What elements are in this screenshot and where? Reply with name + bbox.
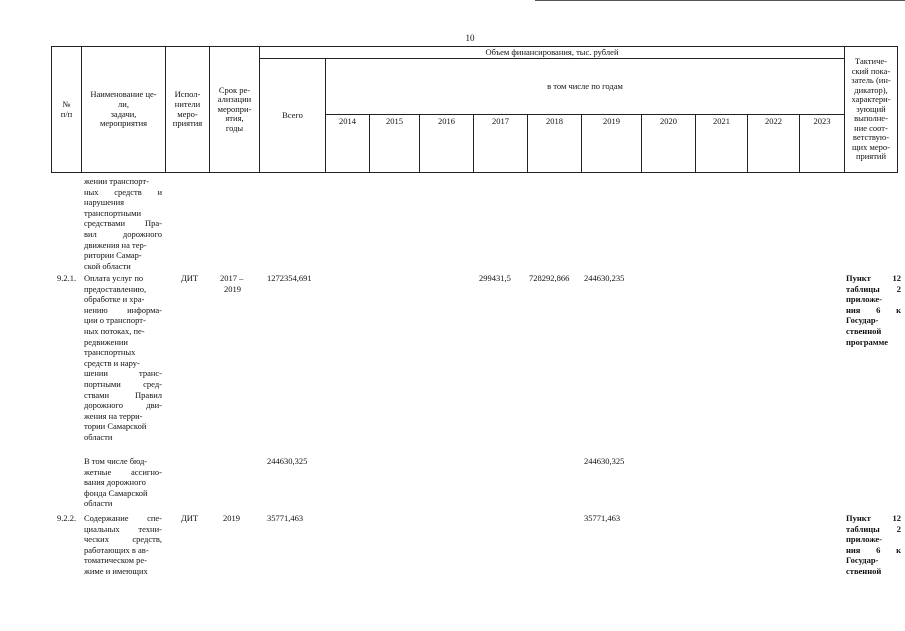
header-year: 2023: [800, 115, 845, 173]
header-year: 2016: [420, 115, 474, 173]
value-2019: 35771,463: [584, 513, 621, 523]
row-number: 9.2.2.: [57, 513, 77, 523]
header-num: № п/п: [52, 47, 82, 173]
value-2019: 244630,235: [584, 273, 625, 283]
total-value: 1272354,691: [267, 273, 312, 283]
header-year: 2021: [696, 115, 748, 173]
header-executors: Испол- нители меро- приятия: [166, 47, 210, 173]
executor: ДИТ: [181, 273, 199, 283]
indicator: Пункт 12 таблицы 2 приложе- ния 6 к Государ- ственной программе: [846, 273, 901, 347]
header-total: Всего: [260, 59, 326, 173]
header-year: 2015: [370, 115, 420, 173]
value-2019: 244630,325: [584, 456, 625, 466]
header-name: Наименование це- ли, задачи, мероприятия: [82, 47, 166, 173]
header-by-years: в том числе по годам: [326, 59, 845, 115]
header-year: 2022: [748, 115, 800, 173]
header-year: 2014: [326, 115, 370, 173]
header-year: 2018: [528, 115, 582, 173]
total-value: 35771,463: [267, 513, 304, 523]
header-year: 2019: [582, 115, 642, 173]
item-name: Содержание спе- циальных техни- ческих средств, работающих в ав- томатическом ре- жиме и имеющих: [84, 513, 162, 576]
header-term: Срок ре- ализации меропри- ятия, годы: [210, 47, 260, 173]
term: 2017 – 2019: [220, 273, 244, 294]
item-name: В том числе бюд- жетные ассигно- вания дорожного фонда Самарской области: [84, 456, 162, 509]
executor: ДИТ: [181, 513, 199, 523]
header-indicator: Тактиче- ский пока- затель (ин- дикатор), характери- зующий выполне- ние соот- ветствую- щих меро- приятий: [845, 47, 898, 173]
header-year: 2017: [474, 115, 528, 173]
header-funding: Объем финансирования, тыс. рублей: [260, 47, 845, 59]
indicator: Пункт 12 таблицы 2 приложе- ния 6 к Государ- ственной: [846, 513, 901, 576]
item-name: Оплата услуг по предоставлению, обработке и хра- нению информа- ции о транспорт- ных потоках, пе- редвижении транспортных средств и нару- шении транс- портными сред- ствами Правил дорожного дви- жения на терри- тории Самарской области: [84, 273, 162, 442]
top-rule: [535, 0, 905, 1]
value-2017: 299431,5: [479, 273, 511, 283]
value-2018: 728292,866: [529, 273, 570, 283]
item-name: жении транспорт- ных средств и нарушения транспортными средствами Пра- вил дорожного движения на тер- ритории Самар- ской области: [84, 176, 162, 271]
header-year: 2020: [642, 115, 696, 173]
total-value: 244630,325: [267, 456, 308, 466]
term: 2019: [223, 513, 240, 523]
page-number: 10: [465, 33, 475, 43]
row-number: 9.2.1.: [57, 273, 77, 283]
table-header: [51, 46, 898, 173]
